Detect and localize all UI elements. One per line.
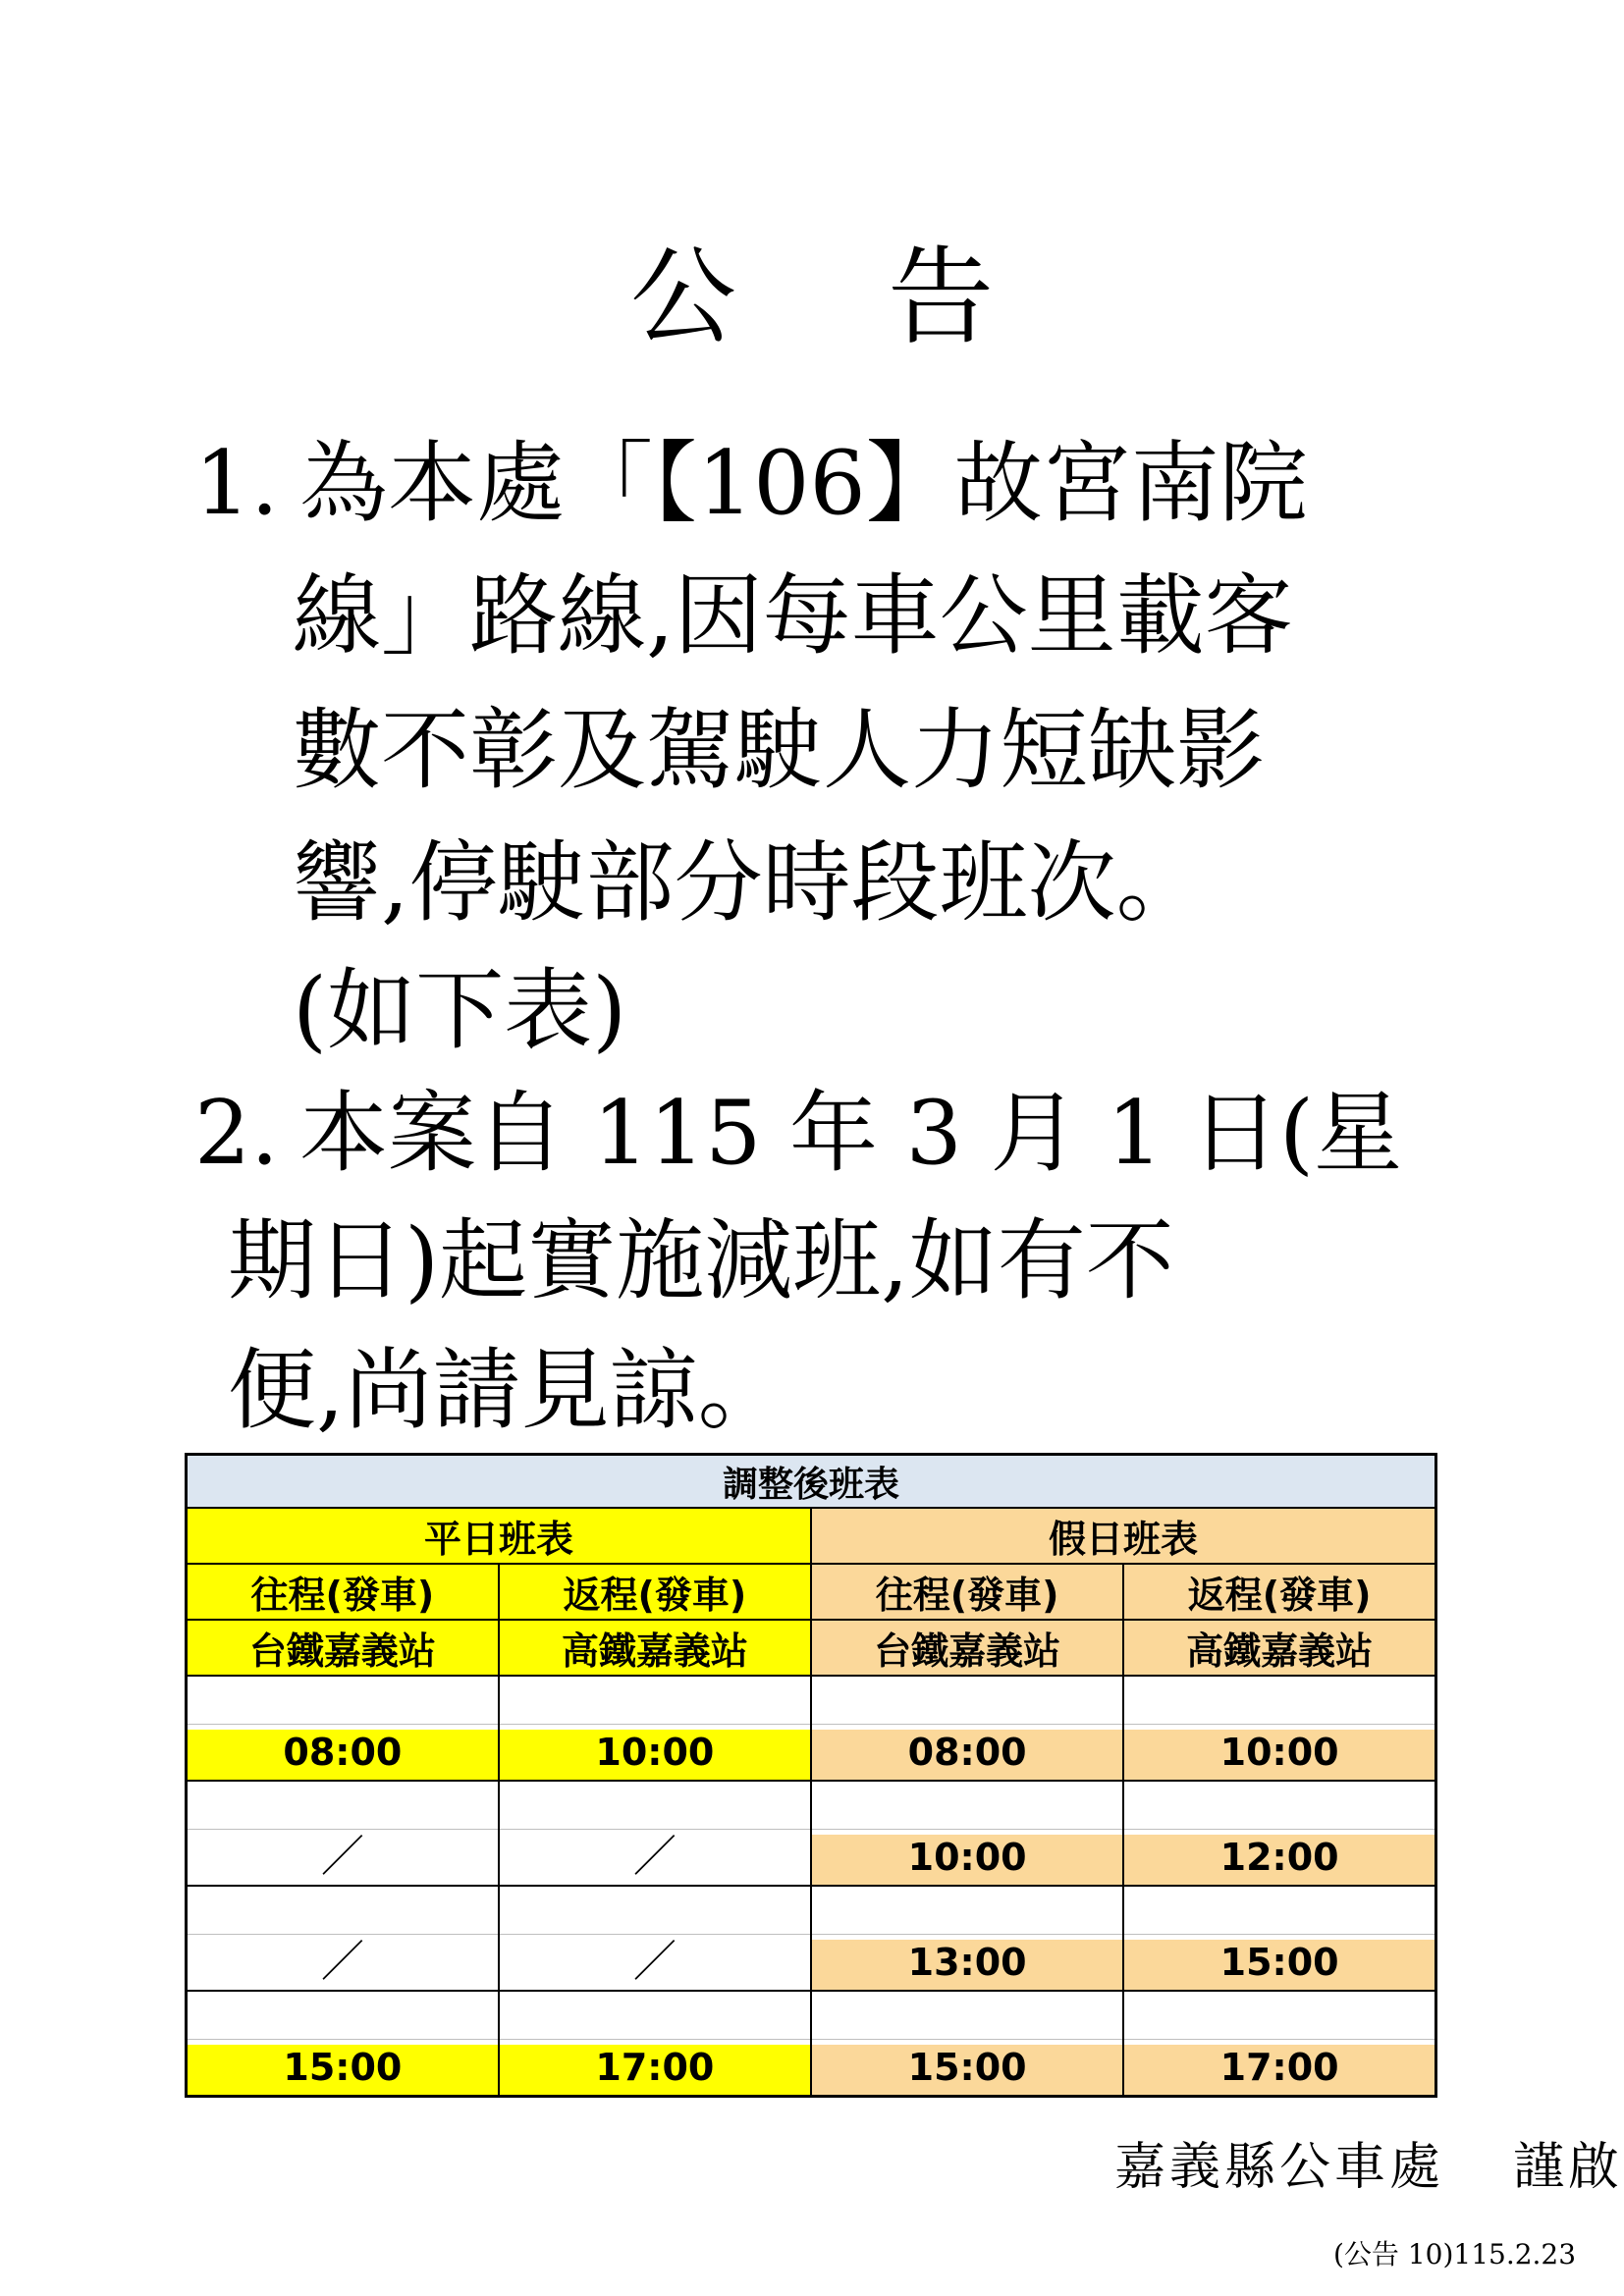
table-cell: 10:00 <box>1123 1676 1435 1781</box>
station-header: 台鐵嘉義站 <box>811 1620 1123 1676</box>
slash-mark: ／ <box>632 1832 677 1882</box>
paragraph-1-line-5: (如下表) <box>293 959 627 1062</box>
paragraph-2-line-1: 本案自 115 年 3 月 1 日(星 <box>299 1082 1403 1185</box>
direction-header: 往程(發車) <box>187 1564 499 1620</box>
paragraph-1-line-2: 線」路線,因每車公里載客 <box>293 564 1293 667</box>
station-header: 高鐵嘉義站 <box>499 1620 811 1676</box>
table-cell: 17:00 <box>1123 1991 1435 2097</box>
direction-header: 往程(發車) <box>811 1564 1123 1620</box>
table-row <box>187 1781 1436 1886</box>
paragraph-1-number: 1. <box>194 432 279 535</box>
table-cell <box>187 1781 499 1886</box>
paragraph-2-number: 2. <box>194 1082 279 1185</box>
station-header: 高鐵嘉義站 <box>1123 1620 1435 1676</box>
table-cell: 08:00 <box>187 1676 499 1781</box>
table-cell: 08:00 <box>811 1676 1123 1781</box>
slash-mark: ／ <box>320 1832 364 1882</box>
signature <box>1114 2125 1623 2199</box>
holiday-schedule-header: 假日班表 <box>811 1508 1436 1564</box>
paragraph-1-line-4: 響,停駛部分時段班次。 <box>293 831 1205 934</box>
table-cell: 12:00 <box>1123 1781 1435 1886</box>
table-cell: 13:00 <box>811 1886 1123 1991</box>
document-code: (公告 10)115.2.23 <box>1333 2238 1577 2270</box>
table-cell: 10:00 <box>499 1676 811 1781</box>
paragraph-1-line-3: 數不彰及駕駛人力短缺影 <box>293 699 1265 802</box>
slash-mark: ／ <box>320 1937 364 1987</box>
schedule-table-title: 調整後班表 <box>187 1455 1436 1509</box>
signature-org: 嘉義縣公車處 <box>1114 2138 1445 2197</box>
weekday-schedule-header: 平日班表 <box>187 1508 812 1564</box>
page-title: 公 告 <box>629 237 1054 359</box>
direction-header: 返程(發車) <box>499 1564 811 1620</box>
paragraph-2-line-3: 便,尚請見諒。 <box>228 1339 786 1442</box>
station-header: 台鐵嘉義站 <box>187 1620 499 1676</box>
slash-mark: ／ <box>632 1937 677 1987</box>
table-cell: 17:00 <box>499 1991 811 2097</box>
table-row <box>187 1991 1436 2097</box>
table-cell: 15:00 <box>1123 1886 1435 1991</box>
paragraph-2-line-2: 期日)起實施減班,如有不 <box>228 1209 1174 1312</box>
direction-header: 返程(發車) <box>1123 1564 1435 1620</box>
table-cell: 15:00 <box>811 1991 1123 2097</box>
signature-closing: 謹啟 <box>1513 2138 1624 2197</box>
schedule-table <box>185 1453 1437 2098</box>
table-cell: 15:00 <box>187 1991 499 2097</box>
paragraph-1-line-1: 為本處「【106】故宮南院 <box>299 432 1308 535</box>
table-cell <box>499 1781 811 1886</box>
table-row <box>187 1676 1436 1781</box>
table-row <box>187 1886 1436 1991</box>
table-cell <box>499 1886 811 1991</box>
table-cell <box>187 1886 499 1991</box>
table-cell: 10:00 <box>811 1781 1123 1886</box>
